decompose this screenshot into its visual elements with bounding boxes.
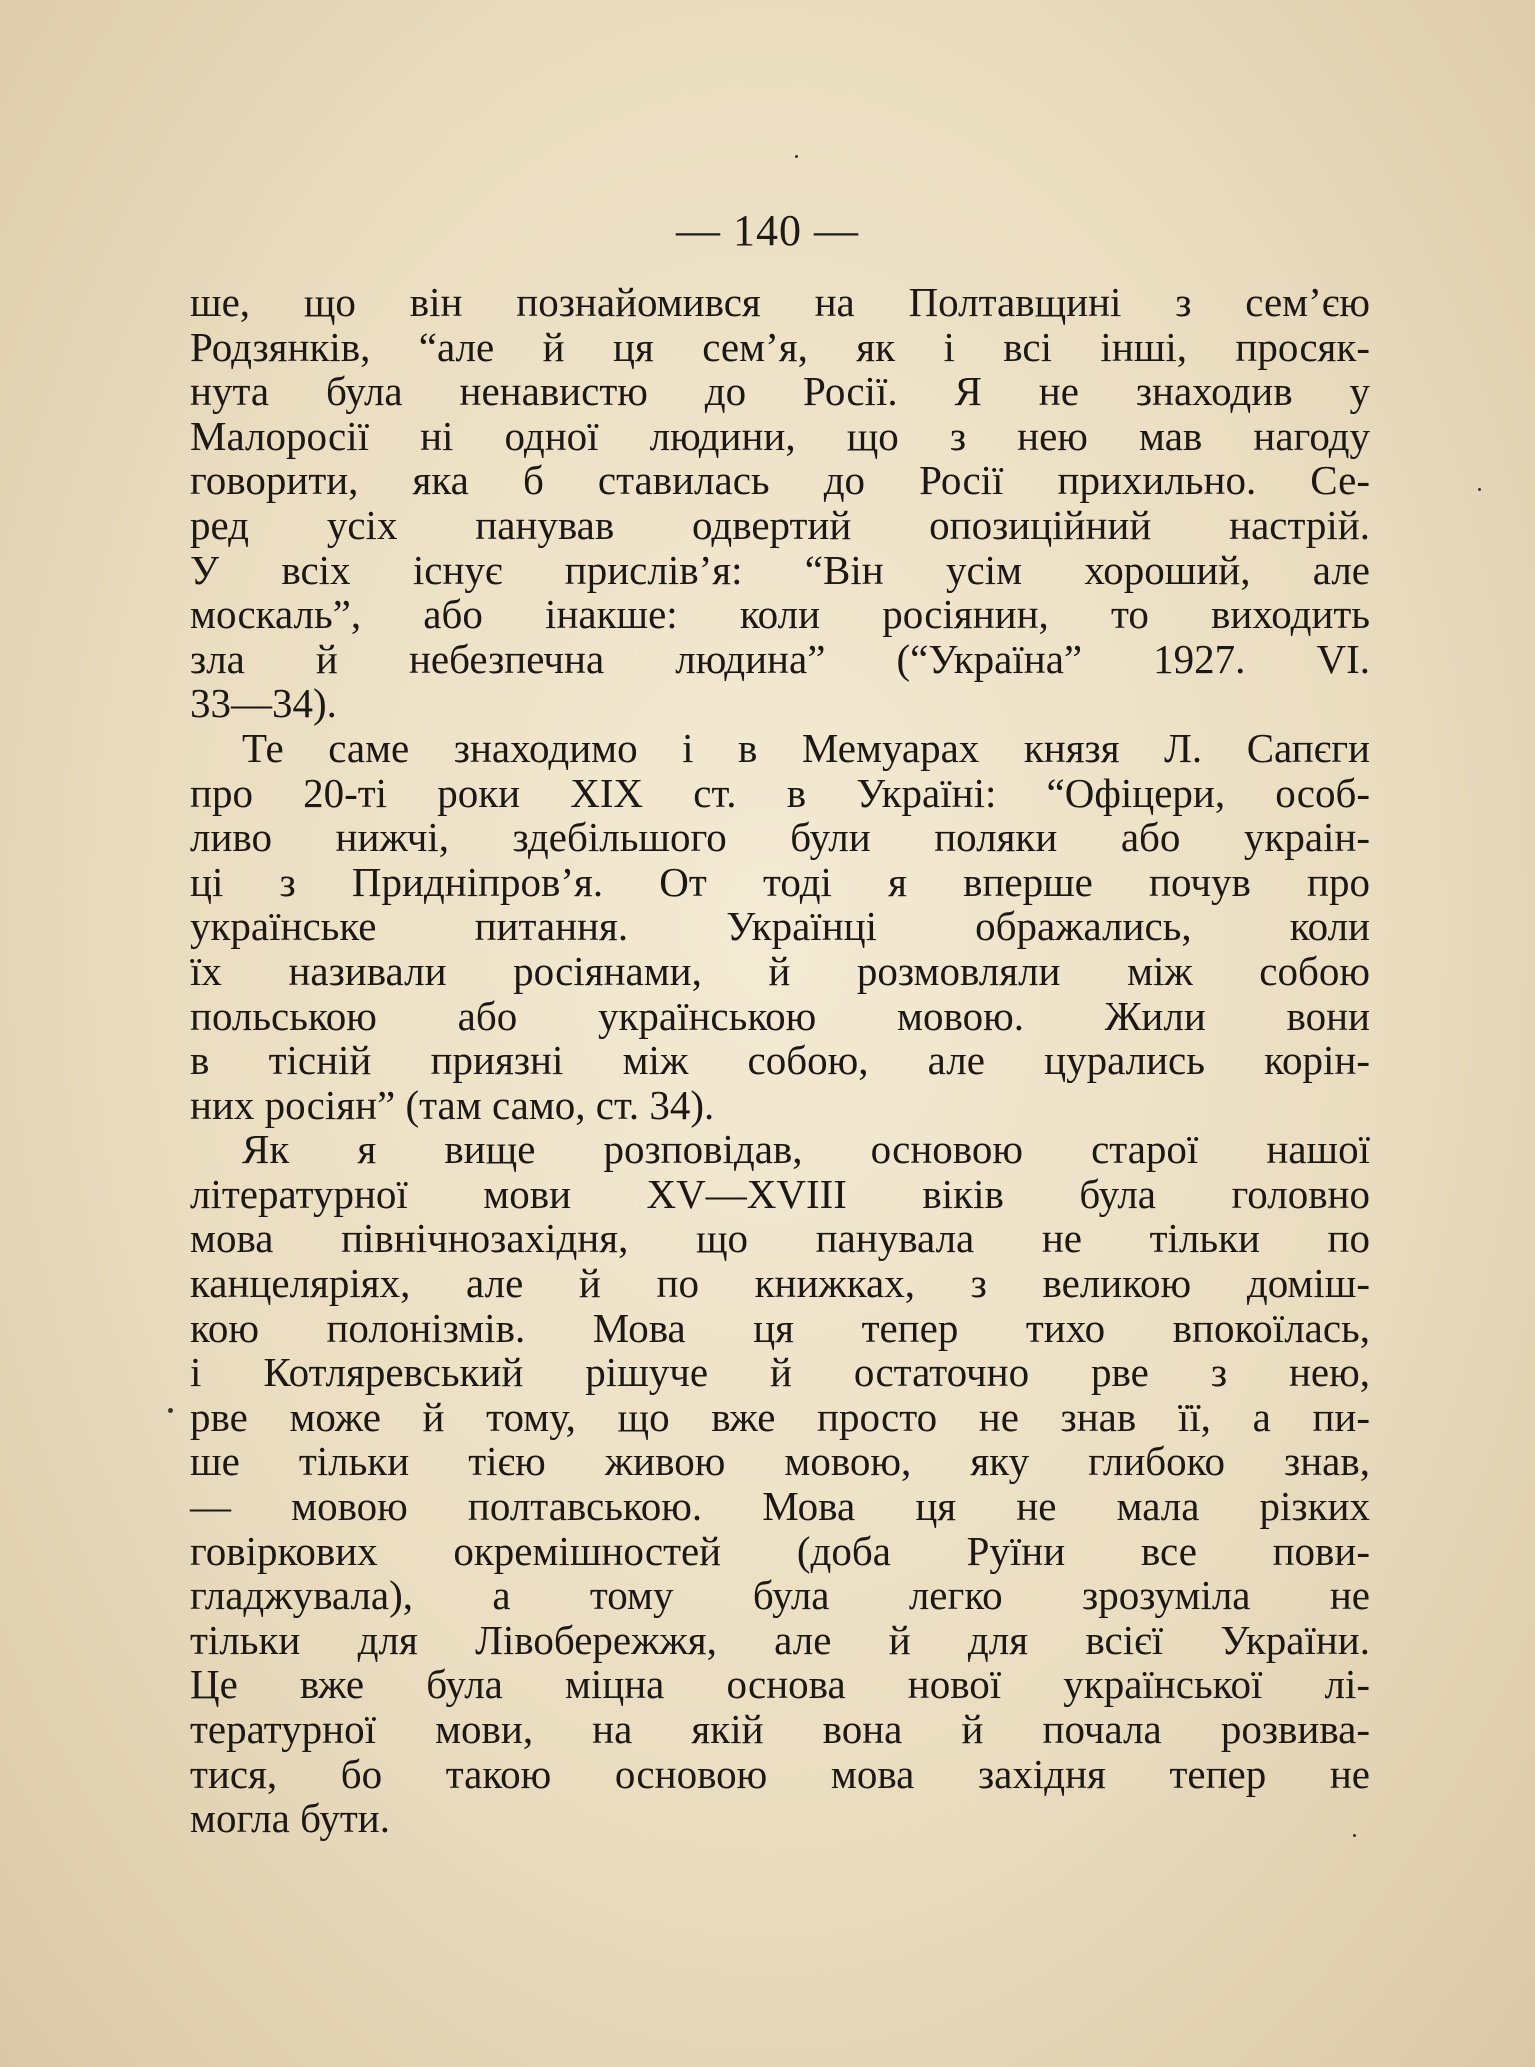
paragraph-2: [190, 726, 1370, 1127]
text-line: москаль”, або інакше: коли росіянин, то виходить: [190, 591, 1370, 638]
text-line: могла бути.: [190, 1795, 390, 1842]
text-line: ці з Придніпров’я. От тоді я вперше почув про: [190, 858, 1370, 905]
text-line: них росіян” (там само, ст. 34).: [190, 1081, 715, 1128]
text-line: говіркових окремішностей (доба Руїни все пови-: [190, 1527, 1370, 1574]
text-line: тільки для Лівобережжя, але й для всієї України.: [190, 1616, 1370, 1663]
text-line: Те саме знаходимо і в Мемуарах князя Л. Сапєги: [242, 724, 1370, 771]
text-line: тературної мови, на якій вона й почала розвива-: [190, 1706, 1370, 1752]
text-line: Малоросії ні одної людини, що з нею мав нагоду: [190, 412, 1370, 459]
text-line: Це вже була міцна основа нової української лі-: [190, 1661, 1370, 1708]
text-line: канцеляріях, але й по книжках, з великою доміш-: [190, 1260, 1370, 1307]
paragraph-1: [190, 280, 1370, 726]
text-line: ливо нижчі, здебільшого були поляки або украін-: [190, 814, 1370, 861]
paper-speck: [1353, 1834, 1356, 1837]
text-line: ше тільки тією живою мовою, яку глибоко знав,: [190, 1438, 1370, 1485]
text-line: Як я вище розповідав, основою старої нашої: [242, 1126, 1370, 1173]
text-line: ше, що він познайомився на Полтавщині з сем’єю: [190, 279, 1370, 325]
text-line: і Котляревський рішуче й остаточно рве з нею,: [190, 1349, 1370, 1396]
text-line: їх називали росіянами, й розмовляли між собою: [190, 947, 1370, 994]
text-line: мова північнозахідня, що панувала не тільки по: [190, 1215, 1370, 1262]
paper-speck: [1478, 488, 1481, 491]
text-line: нута була ненавистю до Росії. Я не знаходив у: [190, 368, 1370, 415]
text-line: рве може й тому, що вже просто не знав її, а пи-: [190, 1393, 1370, 1440]
text-line: зла й небезпечна людина” (“Україна” 1927. VI.: [190, 635, 1370, 682]
text-line: українське питання. Українці ображались, коли: [190, 903, 1370, 950]
paragraph-3: [190, 1127, 1370, 1841]
text-line: польською або українською мовою. Жили вони: [190, 992, 1370, 1039]
text-line: говорити, яка б ставилась до Росії прихильно. Се-: [190, 457, 1370, 504]
paper-speck: [795, 155, 798, 158]
text-line: Родзянків, “але й ця сем’я, як і всі інші, просяк-: [190, 323, 1370, 370]
text-line: тися, бо такою основою мова західня тепер не: [190, 1750, 1370, 1797]
text-line: ред усіх панував одвертий опозиційний настрій.: [190, 501, 1370, 548]
text-line: — мовою полтавською. Мова ця не мала різких: [190, 1483, 1370, 1530]
text-line: гладжувала), а тому була легко зрозуміла не: [190, 1572, 1370, 1619]
text-line: У всіх існує прислів’я: “Він усім хороший, але: [190, 546, 1370, 593]
text-line: в тісній приязні між собою, але цурались корін-: [190, 1037, 1370, 1084]
text-line: 33—34).: [190, 680, 337, 727]
paper-speck: [168, 1408, 173, 1413]
page-number: — 140 —: [676, 206, 859, 255]
text-line: кою полонізмів. Мова ця тепер тихо впокоїлась,: [190, 1304, 1370, 1351]
text-line: про 20-ті роки XIX ст. в Україні: “Офіцери, особ-: [190, 769, 1370, 816]
text-line: літературної мови XV—XVIII віків була головно: [190, 1170, 1370, 1217]
page-body-text: [190, 280, 1370, 1841]
